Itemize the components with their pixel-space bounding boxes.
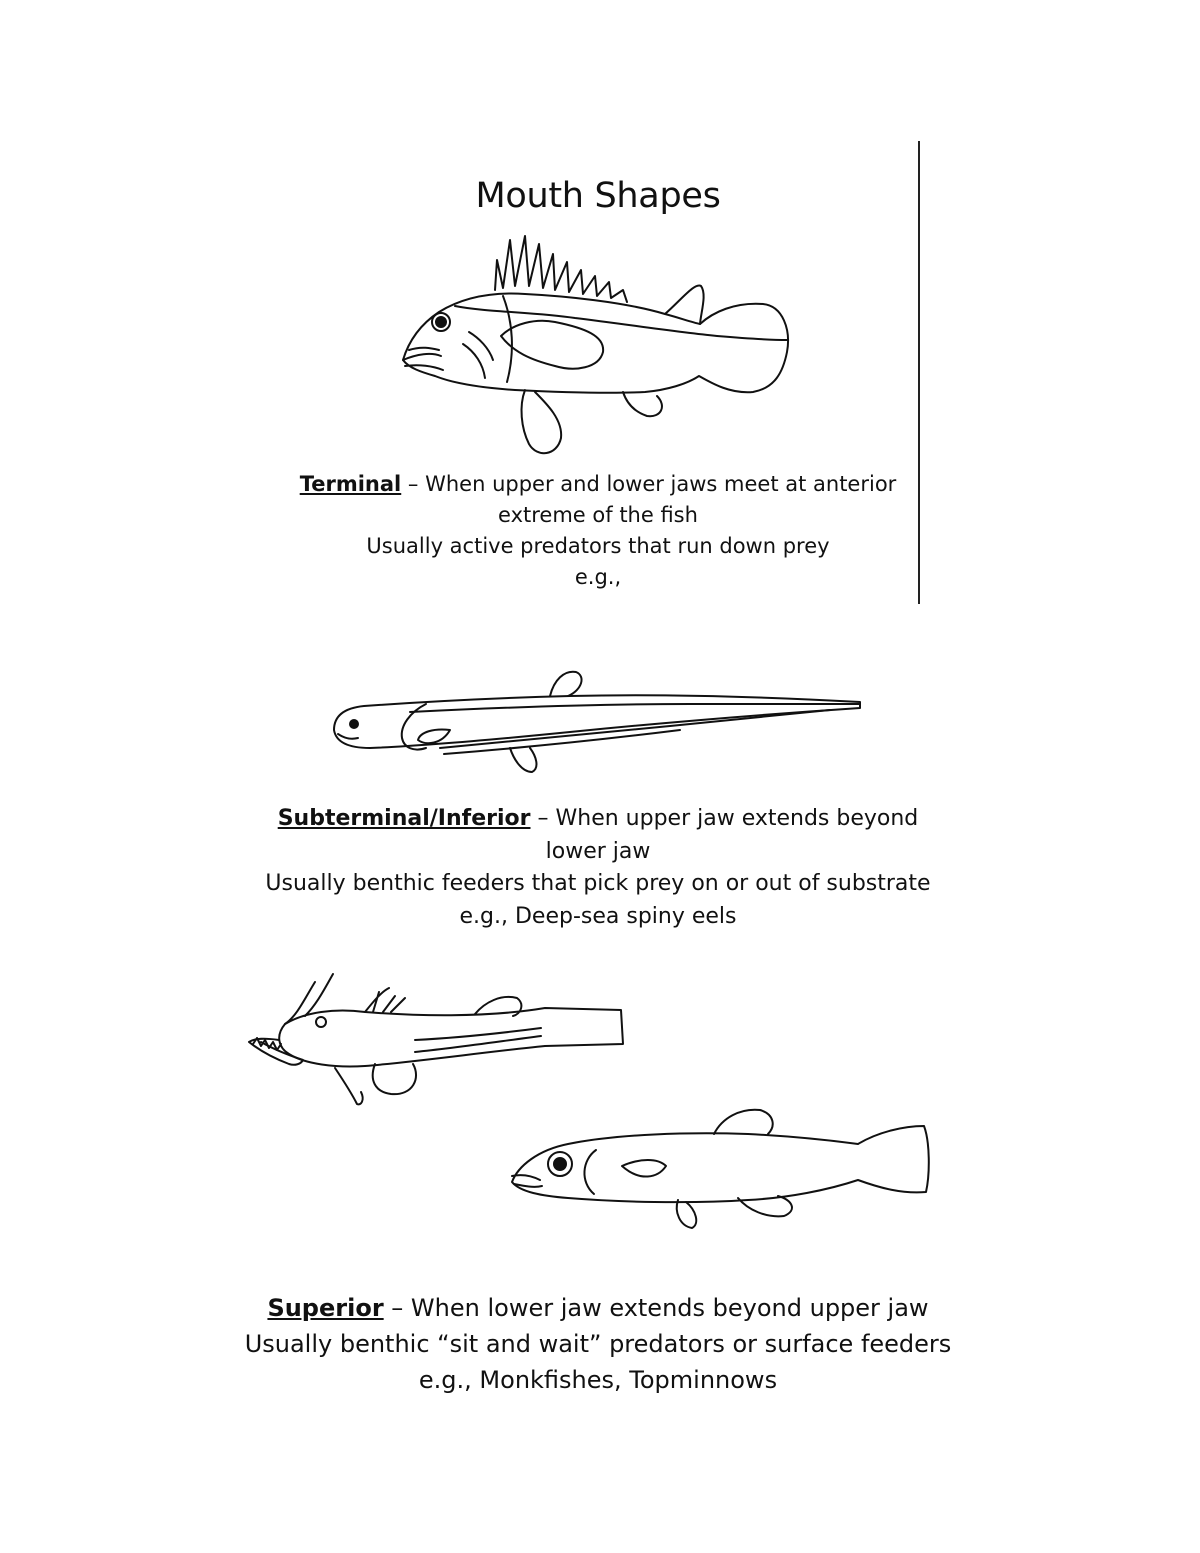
section-subterminal (0, 803, 1196, 933)
habit-text: Usually benthic feeders that pick prey on or out of substrate (265, 871, 931, 896)
section-superior (0, 1290, 1196, 1398)
habit-text: Usually active predators that run down prey (366, 534, 830, 558)
definition-line-1 (0, 803, 1196, 836)
example-text: e.g., Deep-sea spiny eels (459, 903, 737, 929)
definition-text: When upper jaw extends beyond (555, 806, 919, 831)
term-dash: – (401, 472, 426, 496)
spiny-eel-icon (330, 668, 865, 778)
term-dash: – (383, 1294, 411, 1322)
term-label: Terminal (299, 472, 402, 496)
rockfish-icon (395, 232, 795, 460)
section-terminal (0, 469, 1196, 593)
page-title: Mouth Shapes (475, 176, 721, 216)
term-label: Subterminal/Inferior (277, 806, 531, 831)
example-text: e.g., (574, 565, 622, 589)
definition-line-2: lower jaw (545, 838, 651, 864)
habit-text: Usually benthic “sit and wait” predators or surface feeders (244, 1330, 952, 1358)
definition-text: When upper and lower jaws meet at anterior (425, 472, 897, 496)
term-dash: – (530, 806, 556, 831)
monkfish-icon (245, 968, 630, 1108)
definition-text: When lower jaw extends beyond upper jaw (410, 1294, 929, 1322)
term-label: Superior (267, 1294, 384, 1322)
definition-line-1 (0, 469, 1196, 500)
topminnow-icon (508, 1102, 933, 1234)
definition-line-2: extreme of the fish (498, 503, 698, 527)
example-text: e.g., Monkfishes, Topminnows (418, 1366, 778, 1394)
definition-line-1 (0, 1290, 1196, 1326)
